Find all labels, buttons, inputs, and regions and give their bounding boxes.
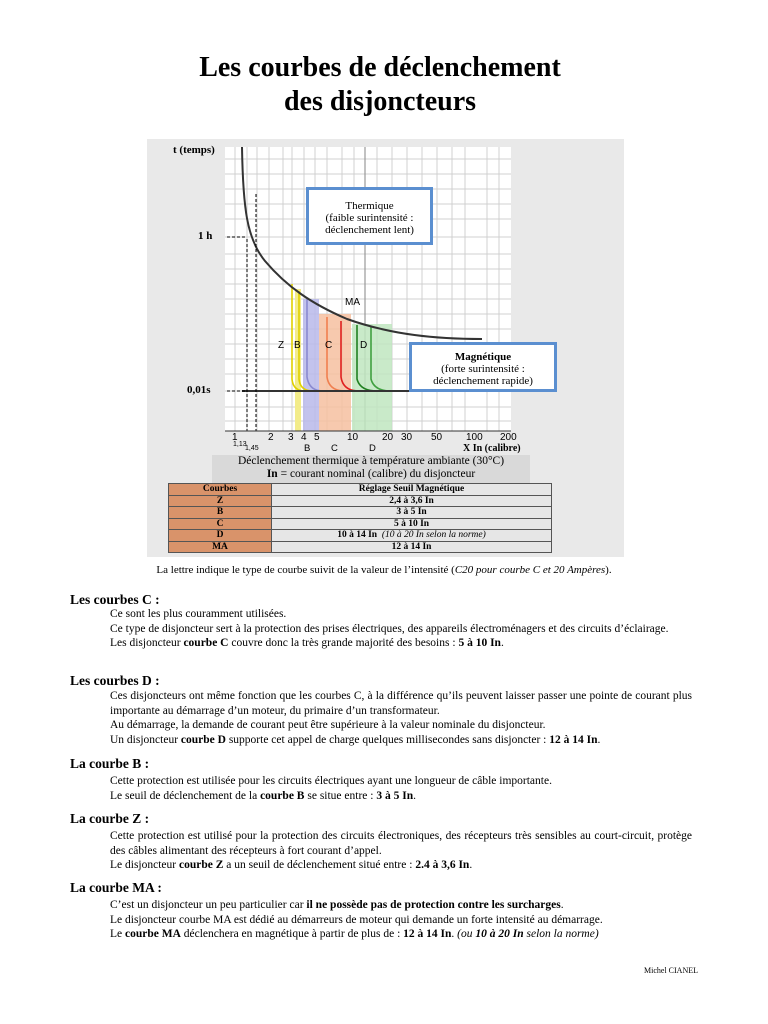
page-title-line2: des disjoncteurs [283, 86, 477, 117]
zone-b [303, 299, 319, 431]
section-b-p2: Le seuil de déclenchement de la courbe B se situe entre : 3 à 5 In. [110, 789, 416, 802]
x-tick: 10 [347, 432, 359, 443]
section-c-body [110, 607, 692, 651]
heading-courbe-z: La courbe Z : [70, 811, 150, 826]
table-cell-seuil: 12 à 14 In [272, 541, 552, 553]
x-tick: 200 [500, 432, 517, 443]
page-title-line1: Les courbes de déclenchement [199, 52, 561, 83]
x-tick: 50 [431, 432, 443, 443]
thermique-line2: déclenchement lent) [325, 224, 414, 236]
thermique-line1: (faible surintensité : [325, 212, 414, 224]
table-row [169, 530, 552, 542]
x-tick: 2 [268, 432, 274, 443]
section-c-p2: Ce type de disjoncteur sert à la protection des prises électriques, des appareils électroménagers et des circuits d’éclairage. [110, 622, 669, 635]
zone-c [319, 314, 351, 431]
band-line2: In = courant nominal (calibre) du disjoncteur [266, 468, 476, 480]
y-tick-001s: 0,01s [187, 384, 211, 396]
table-cell-seuil: 10 à 14 In (10 à 20 In selon la norme) [272, 530, 552, 542]
table-header: Réglage Seuil Magnétique [272, 484, 552, 496]
table-cell-courbe: MA [169, 541, 272, 553]
table-cell-seuil: 5 à 10 In [272, 518, 552, 530]
y-axis-label: t (temps) [173, 144, 215, 156]
table-cell-seuil: 2,4 à 3,6 In [272, 495, 552, 507]
x-tick: 5 [314, 432, 320, 443]
x-tick: 4 [301, 432, 307, 443]
zone-z [295, 289, 301, 431]
heading-courbe-d: Les courbes D : [70, 673, 160, 688]
heading-courbe-b: La courbe B : [70, 756, 150, 771]
x-axis-label: X In (calibre) [463, 443, 521, 454]
x-small-tick-113: 1,13 [233, 441, 247, 448]
x-tick: 20 [382, 432, 394, 443]
signature: Michel CIANEL [644, 966, 698, 975]
section-d-p1: Ces disjoncteurs ont même fonction que les courbes C, à la différence qu’ils peuvent laisser passer une pointe de courant plus importante au démarrage d’un moteur, du primaire d’un transformateur. [110, 690, 692, 717]
table-header: Courbes [169, 484, 272, 496]
y-tick-1h: 1 h [198, 230, 213, 242]
x-tick: 100 [466, 432, 483, 443]
x-small-tick-145: 1,45 [245, 445, 259, 452]
table-row [169, 518, 552, 530]
table-row [169, 541, 552, 553]
x-tick: 3 [288, 432, 294, 443]
magnetique-box [409, 342, 557, 392]
section-b-p1: Cette protection est utilisée pour les circuits électriques ayant une longueur de câble importante. [110, 775, 552, 787]
curve-label-c: C [325, 340, 333, 351]
curve-label-b: B [294, 340, 301, 351]
table-cell-courbe: D [169, 530, 272, 542]
table-cell-note: (10 à 20 In selon la norme) [381, 530, 486, 541]
curve-label-ma: MA [345, 297, 360, 308]
section-b-body [110, 774, 692, 803]
band-line1: Déclenchement thermique à température ambiante (30°C) [237, 455, 505, 467]
heading-courbe-ma: La courbe MA : [70, 880, 162, 895]
curve-label-d: D [360, 340, 368, 351]
section-ma-p1: C’est un disjoncteur un peu particulier car il ne possède pas de protection contre les surcharges. [110, 899, 564, 911]
table-cell-seuil: 3 à 5 In [272, 507, 552, 519]
figure-note: La lettre indique le type de courbe suivit de la valeur de l’intensité (C20 pour courbe C et 20 Ampères). [156, 564, 612, 576]
table-header-row [169, 484, 552, 496]
table-cell-courbe: B [169, 507, 272, 519]
heading-courbe-c: Les courbes C : [70, 592, 160, 607]
section-z-p2: Le disjoncteur courbe Z a un seuil de déclenchement situé entre : 2.4 à 3,6 In. [110, 859, 473, 871]
magnetique-title: Magnétique [454, 351, 512, 363]
thermique-box [306, 187, 433, 245]
magnetique-line2: déclenchement rapide) [433, 375, 533, 387]
section-ma-body [110, 898, 692, 942]
bottom-label-c: C [331, 443, 338, 454]
section-c-p3: Les disjoncteur courbe C couvre donc la très grande majorité des besoins : 5 à 10 In. [110, 637, 504, 649]
x-tick: 30 [401, 432, 413, 443]
section-d-p2: Au démarrage, la demande de courant peut être supérieure à la valeur nominale du disjoncteur. [110, 719, 546, 731]
bottom-label-d: D [369, 443, 376, 454]
section-c-p1: Ce sont les plus couramment utilisées. [110, 608, 287, 620]
x-tick: 1 [232, 432, 238, 443]
section-ma-p2: Le disjoncteur courbe MA est dédié au démarreurs de moteur qui demande un forte intensité au démarrage. [110, 913, 603, 926]
curve-label-z: Z [278, 340, 285, 351]
table-cell-courbe: C [169, 518, 272, 530]
bottom-label-b: B [304, 443, 311, 454]
section-z-p1: Cette protection est utilisé pour la protection des circuits électroniques, des récepteurs très sensibles au court-circuit, protège des câbles alimentant des récepteurs à fort courant d’appel. [110, 830, 692, 857]
table-row [169, 495, 552, 507]
section-d-body [110, 689, 692, 747]
table-row [169, 507, 552, 519]
section-d-p3: Un disjoncteur courbe D supporte cet appel de charge quelques millisecondes sans disjoncter : 12 à 14 In. [110, 733, 601, 746]
table-cell-courbe: Z [169, 495, 272, 507]
section-z-body [110, 829, 692, 873]
seuil-table [168, 483, 552, 553]
zone-d [352, 324, 392, 431]
thermique-title: Thermique [345, 200, 394, 212]
section-ma-p3: Le courbe MA déclenchera en magnétique à partir de plus de : 12 à 14 In. (ou 10 à 20 In selon la norme) [110, 928, 599, 940]
figure-caption-band [212, 455, 530, 483]
magnetique-line1: (forte surintensité : [441, 363, 525, 375]
